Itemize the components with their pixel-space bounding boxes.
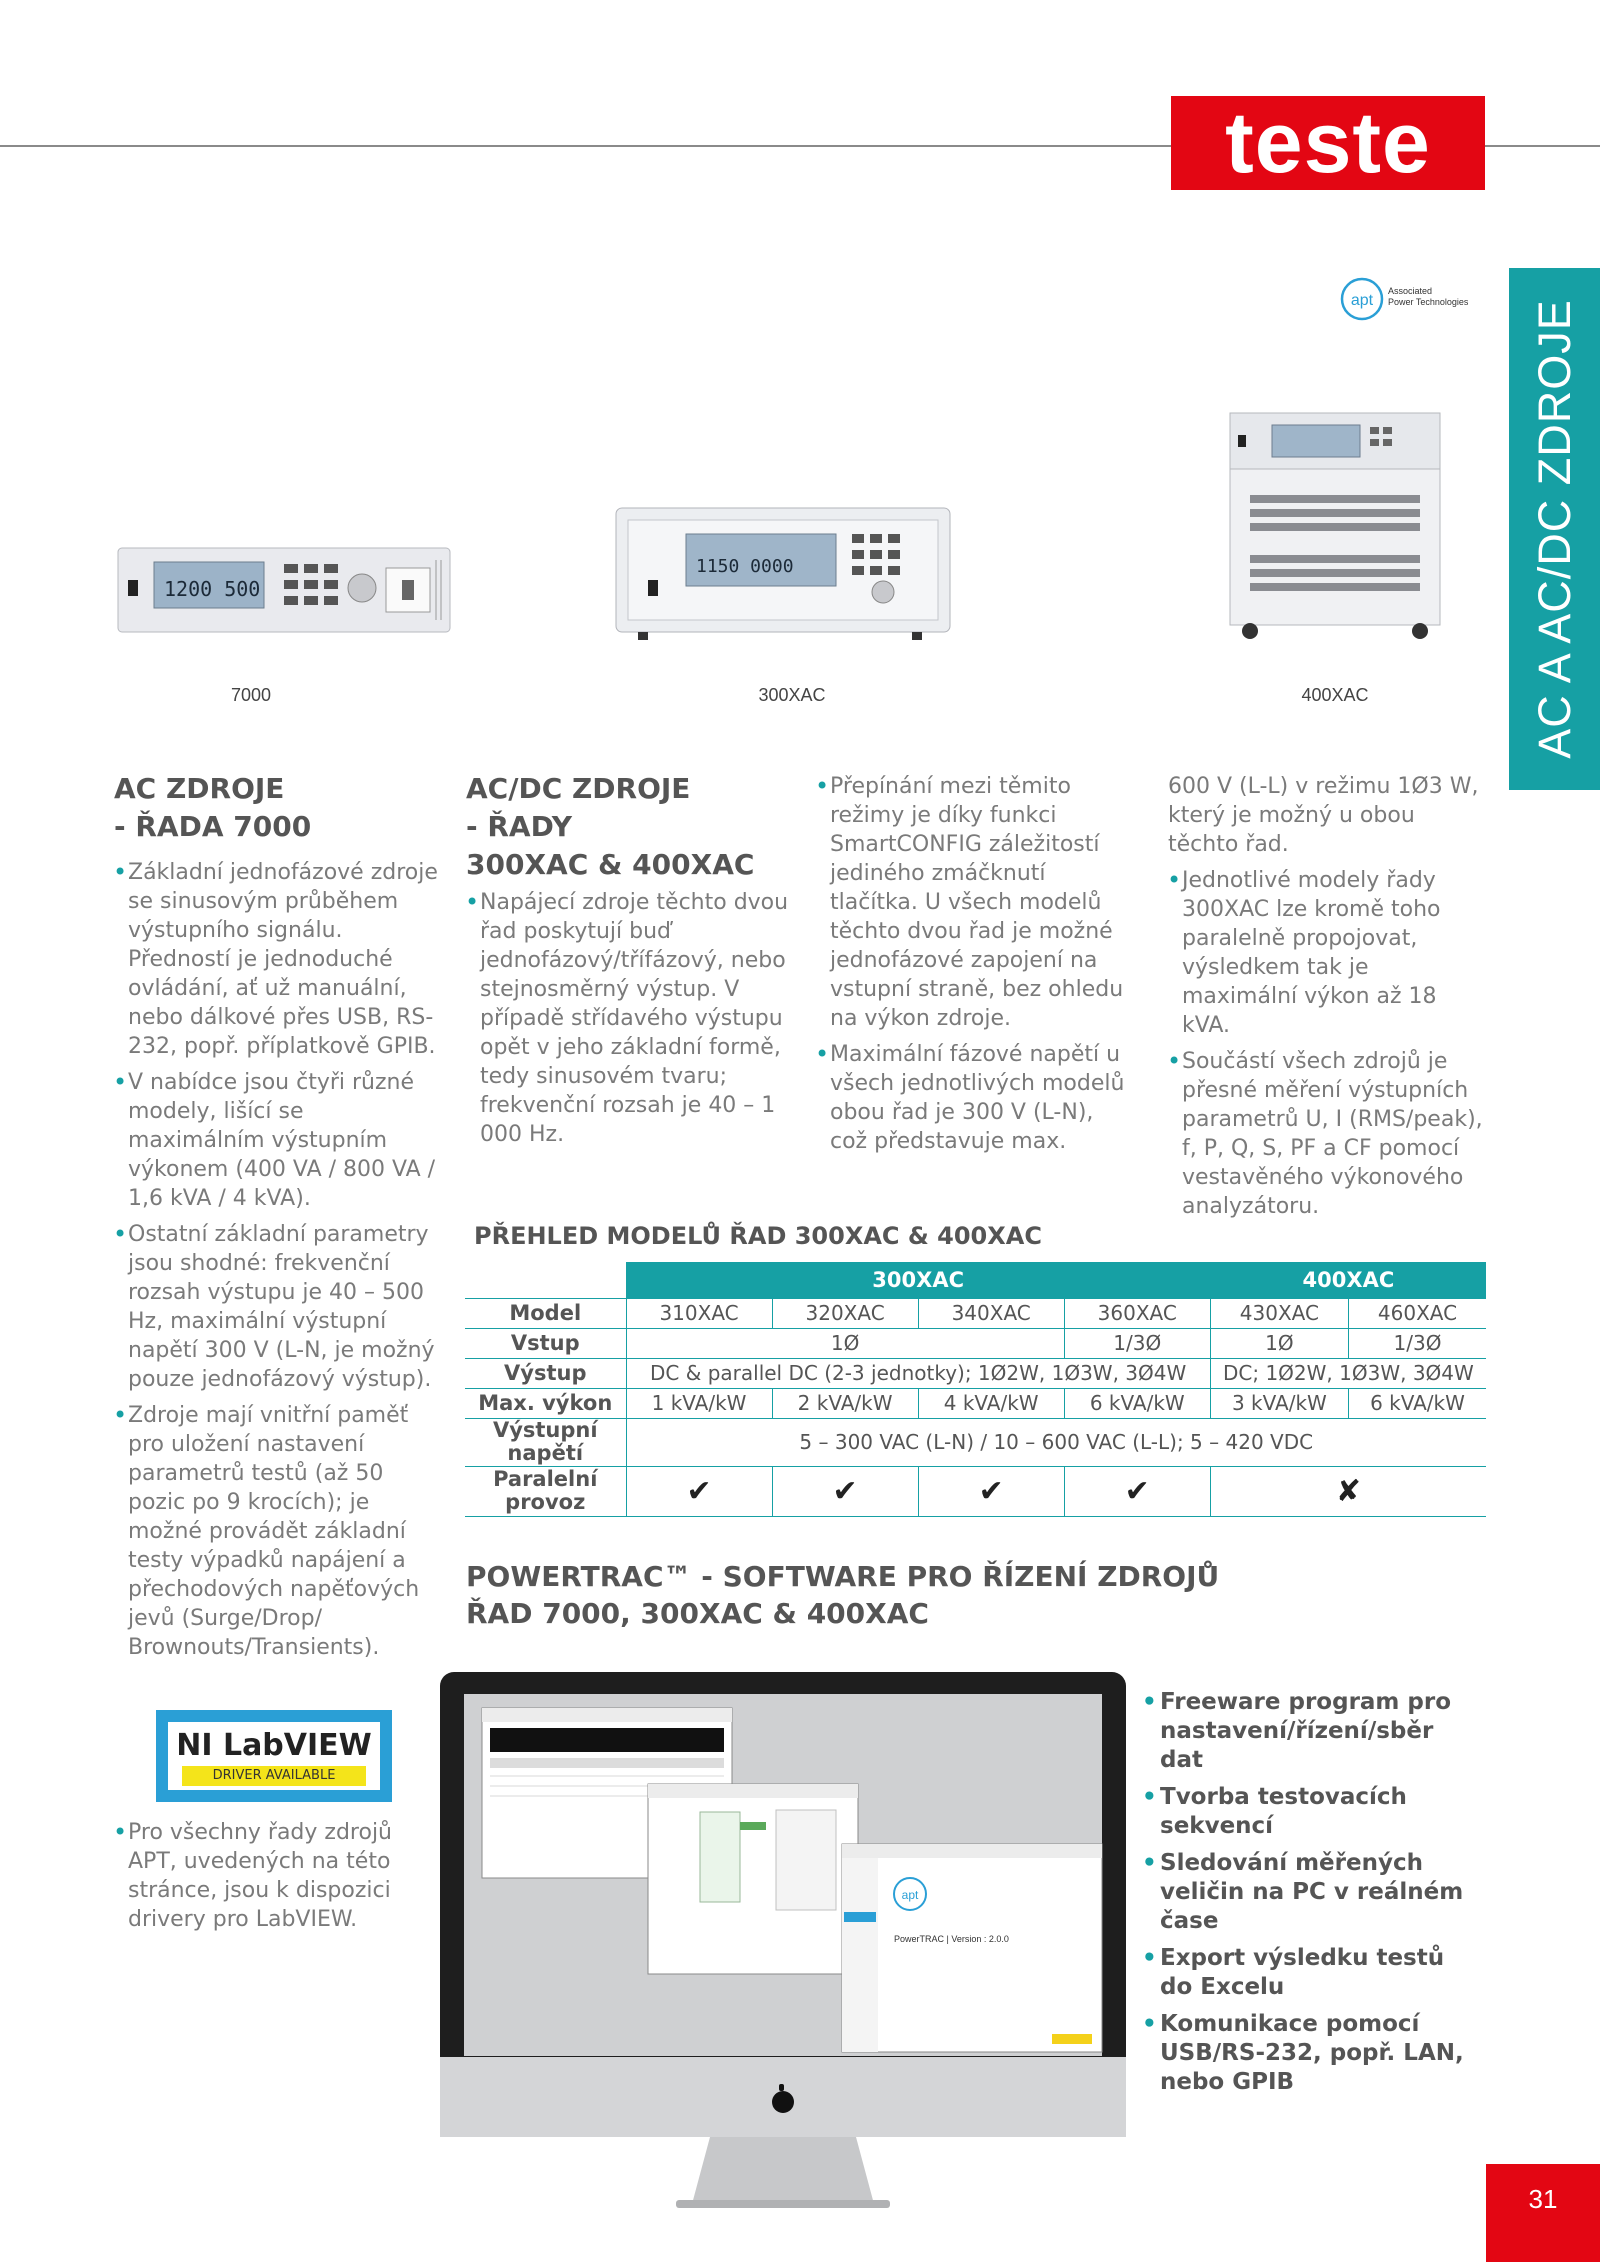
row-label-parallel: Paralelní provoz xyxy=(465,1466,626,1516)
acdc-source-400xac-image xyxy=(1220,405,1450,645)
col1-title-line2: - ŘADA 7000 xyxy=(114,810,312,843)
brand-badge: teste xyxy=(1171,96,1485,190)
powertrac-title xyxy=(466,1558,1219,1632)
svg-text:apt: apt xyxy=(901,1888,919,1902)
table-cell: 6 kVA/kW xyxy=(1348,1388,1486,1418)
col2-title-line3: 300XAC & 400XAC xyxy=(466,848,755,881)
col1-bullet: • Ostatní základní parametry jsou shodné: frekvenční rozsah výstupu je 40 – 500 Hz, maximální výstupní napětí 300 V (L-N, je možný pouze jednofázový výstup). xyxy=(114,1220,440,1394)
table-row xyxy=(465,1298,1486,1328)
check-icon: ✔ xyxy=(918,1466,1064,1516)
table-cell: DC & parallel DC (2-3 jednotky); 1Ø2W, 1Ø3W, 3Ø4W xyxy=(626,1358,1210,1388)
table-cell: DC; 1Ø2W, 1Ø3W, 3Ø4W xyxy=(1210,1358,1486,1388)
table-group-400xac: 400XAC xyxy=(1210,1262,1486,1298)
col1-title-line1: AC ZDROJE xyxy=(114,772,285,805)
table-cell: 1/3Ø xyxy=(1064,1328,1210,1358)
acdc-source-300xac-image xyxy=(608,500,958,650)
table-cell: 1Ø xyxy=(1210,1328,1348,1358)
labview-badge xyxy=(156,1710,392,1802)
table-row xyxy=(465,1358,1486,1388)
table-cell: 3 kVA/kW xyxy=(1210,1388,1348,1418)
col2-bullet: • Napájecí zdroje těchto dvou řad poskytují buď jednofázový/třífázový, nebo stejnosměrný výstup. V případě střídavého výstupu opět v jeho základní formě, tedy sinusovém tvaru; frekvenční rozsah je 40 – 1 000 Hz. xyxy=(466,888,790,1149)
table-cell: 1 kVA/kW xyxy=(626,1388,772,1418)
display-7000: 1200 500 xyxy=(164,577,261,601)
col4-bullet: • Jednotlivé modely řady 300XAC lze kromě toho paralelně propojovat, výsledkem tak je maximální výkon až 18 kVA. xyxy=(1168,866,1490,1040)
table-cell: 310XAC xyxy=(626,1298,772,1328)
table-row xyxy=(465,1418,1486,1466)
ac-source-7000-image xyxy=(114,540,454,640)
col2-title xyxy=(466,770,754,884)
labview-subtitle: DRIVER AVAILABLE xyxy=(182,1766,366,1786)
feature-item: • Freeware program pro nastavení/řízení/sběr dat xyxy=(1142,1688,1472,1775)
models-table xyxy=(465,1262,1486,1517)
col1-bullet-last: • Pro všechny řady zdrojů APT, uvedených na této stránce, jsou k dispozici drivery pro LabVIEW. xyxy=(114,1818,414,1934)
screen-version-text: PowerTRAC | Version : 2.0.0 xyxy=(894,1934,1009,1944)
caption-400xac: 400XAC xyxy=(1301,685,1369,705)
imac-monitor-image xyxy=(440,1672,1126,2212)
feature-item: • Sledování měřených veličin na PC v reálném čase xyxy=(1142,1849,1472,1936)
feature-item: • Export výsledku testů do Excelu xyxy=(1142,1944,1472,2002)
side-tab-label-wrap xyxy=(1509,268,1600,790)
display-300xac: 1150 0000 xyxy=(696,556,794,577)
powertrac-features xyxy=(1142,1688,1472,2105)
labview-title: NI LabVIEW xyxy=(176,1728,372,1763)
table-cell: 430XAC xyxy=(1210,1298,1348,1328)
col3-bullet: • Přepínání mezi těmito režimy je díky funkci SmartCONFIG záležitostí jediného zmáčknutí tlačítka. U všech modelů těchto dvou řad je možné jednofázové zapojení na vstupní straně, bez ohledu na výkon zdroje. xyxy=(816,772,1136,1033)
col1-body xyxy=(114,858,440,1669)
check-icon: ✔ xyxy=(772,1466,918,1516)
col1-bullet: • Zdroje mají vnitřní paměť pro uložení nastavení parametrů testů (až 50 pozic po 9 krocích); je možné provádět základní testy výpadků napájení a přechodových napěťových jevů (Surge/Drop/ Brownouts/Transients). xyxy=(114,1401,440,1662)
row-label-model: Model xyxy=(465,1298,626,1328)
table-cell: 2 kVA/kW xyxy=(772,1388,918,1418)
table-cell: 6 kVA/kW xyxy=(1064,1388,1210,1418)
powertrac-title-line2: ŘAD 7000, 300XAC & 400XAC xyxy=(466,1597,929,1630)
table-cell: 5 – 300 VAC (L-N) / 10 – 600 VAC (L-L); 5 – 420 VDC xyxy=(626,1418,1486,1466)
table-title: PŘEHLED MODELŮ ŘAD 300XAC & 400XAC xyxy=(474,1222,1042,1250)
table-cell: 1/3Ø xyxy=(1348,1328,1486,1358)
feature-item: • Tvorba testovacích sekvencí xyxy=(1142,1783,1472,1841)
col2-title-line2: - ŘADY xyxy=(466,810,573,843)
table-cell: 340XAC xyxy=(918,1298,1064,1328)
logo-text-1: Associated xyxy=(1388,286,1433,296)
table-cell: 460XAC xyxy=(1348,1298,1486,1328)
col2-title-line1: AC/DC ZDROJE xyxy=(466,772,691,805)
svg-text:apt: apt xyxy=(1350,292,1374,309)
table-group-300xac: 300XAC xyxy=(626,1262,1210,1298)
logo-text-2: Power Technologies xyxy=(1388,297,1469,307)
col3-body xyxy=(816,772,1136,1163)
col1-title xyxy=(114,770,311,846)
table-cell: 4 kVA/kW xyxy=(918,1388,1064,1418)
col4-lead: 600 V (L-L) v režimu 1Ø3 W, který je možný u obou těchto řad. xyxy=(1168,774,1479,857)
row-label-vstup: Vstup xyxy=(465,1328,626,1358)
table-header-blank xyxy=(465,1262,626,1298)
col4-body xyxy=(1168,772,1490,1228)
table-cell: 1Ø xyxy=(626,1328,1064,1358)
powertrac-title-line1: POWERTRAC™ - SOFTWARE PRO ŘÍZENÍ ZDROJŮ xyxy=(466,1560,1220,1593)
col1-bullet: • V nabídce jsou čtyři různé modely, lišící se maximálním výstupním výkonem (400 VA / 800 VA / 1,6 kVA / 4 kVA). xyxy=(114,1068,440,1213)
caption-7000: 7000 xyxy=(230,685,272,705)
col3-bullet: • Maximální fázové napětí u všech jednotlivých modelů obou řad je 300 V (L-N), což představuje max. xyxy=(816,1040,1136,1156)
col2-body xyxy=(466,888,790,1156)
row-label-vystup: Výstup xyxy=(465,1358,626,1388)
table-row xyxy=(465,1466,1486,1516)
page-number: 31 xyxy=(1486,2164,1600,2262)
col1-bullet: • Základní jednofázové zdroje se sinusovým průběhem výstupního signálu. Předností je jednoduché ovládání, ať už manuální, nebo dálkové přes USB, RS-232, popř. příplatkově GPIB. xyxy=(114,858,440,1061)
cross-icon: ✘ xyxy=(1210,1466,1486,1516)
col1-labview-note xyxy=(114,1818,414,1941)
apt-logo-icon xyxy=(1340,276,1474,322)
caption-300xac: 300XAC xyxy=(758,685,826,705)
row-label-power: Max. výkon xyxy=(465,1388,626,1418)
check-icon: ✔ xyxy=(626,1466,772,1516)
table-cell: 320XAC xyxy=(772,1298,918,1328)
col4-bullet: • Součástí všech zdrojů je přesné měření výstupních parametrů U, I (RMS/peak), f, P, Q, S, PF a CF pomocí vestavěného výkonového analyzátoru. xyxy=(1168,1047,1490,1221)
side-tab-label: AC A AC/DC ZDROJE xyxy=(1528,299,1580,759)
check-icon: ✔ xyxy=(1064,1466,1210,1516)
row-label-voltage: Výstupní napětí xyxy=(465,1418,626,1466)
table-cell: 360XAC xyxy=(1064,1298,1210,1328)
table-row xyxy=(465,1388,1486,1418)
table-row xyxy=(465,1328,1486,1358)
labview-inner xyxy=(168,1722,380,1790)
table-header-row xyxy=(465,1262,1486,1298)
feature-item: • Komunikace pomocí USB/RS-232, popř. LAN, nebo GPIB xyxy=(1142,2010,1472,2097)
